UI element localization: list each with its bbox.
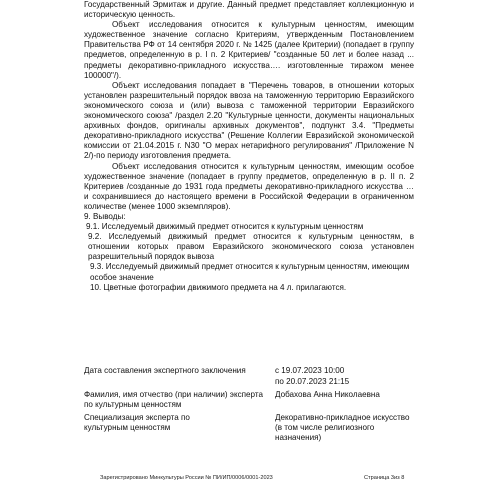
conclusion-item: 9.1. Исследуемый движимый предмет относится к культурным ценностям — [86, 222, 364, 232]
date-to: по 20.07.2023 21:15 — [275, 377, 350, 386]
conclusion-item: 9.3. Исследуемый движимый предмет относится к культурным ценностям, имеющим особое значение — [90, 262, 410, 282]
registration-footer: Зарегистрировано Минкультуры России № ПИ/ИП/0006/0001-2023 — [100, 475, 273, 481]
paragraph-artistic-value: Объект исследования относится к культурным ценностям, имеющим художественное значение согласно Критериям, утвержденным Постановлением Правительства РФ от 14 сентября 2020 г. № 1425 (далее Критерии) (попадает в группу предметов, определенную в р. I п. 2 Критериев/ "созданные 50 лет и более назад ... предметы декоративно-прикладного искусства…. изготовленные тиражом менее 100000"/). — [84, 20, 414, 80]
specialization-value: Декоративно-прикладное искусство (в том числе религиозного назначения) — [275, 413, 410, 443]
photos-note: 10. Цветные фотографии движимого предмета на 4 л. прилагаются. — [90, 282, 347, 292]
conclusion-item: 9.2. Исследуемый движимый предмет относится к культурным ценностям, в отношении которых правом Евразийского экономического союза установлен разрешительный порядок вывоза — [88, 232, 414, 262]
document-body — [84, 0, 414, 293]
date-from: с 19.07.2023 10:00 — [275, 366, 345, 375]
conclusions-heading: 9. Выводы: — [84, 211, 126, 221]
paragraph-customs-list: Объект исследования попадает в "Перечень товаров, в отношении которых установлен разрешительный порядок ввоза на таможенную территорию Евразийского экономического союза и (или) вывоза с таможенной территории Евразийского экономического союза" /раздел 2.20 "Культурные ценности, документы национальных архивных фондов, оригиналы архивных документов", подпункт 3.4. "Предметы декоративно-прикладного искусства" (Решение Коллегии Евразийской экономической комиссии от 21.04.2015 г. N30 "О мерах нетарифного регулирования" /Приложение N 2/)-по периоду изготовления предмета. — [84, 80, 414, 161]
date-label: Дата составления экспертного заключения — [84, 366, 246, 375]
paragraph-continuation: Государственный Эрмитаж и другие. Данный предмет представляет коллекционную и историческую ценность. — [84, 0, 414, 20]
paragraph-special-value: Объект исследования относится к культурным ценностям, имеющим особое художественное значение (попадает в группу предметов, определенную в р. II п. 2 Критериев /созданные до 1931 года предметы декоративно-прикладного искусства … и сохранившиеся до настоящего времени в Российской Федерации в ограниченном количестве (менее 1000 экземпляров). — [84, 161, 414, 211]
expert-name-label: Фамилия, имя отчество (при наличии) эксперта по культурным ценностям — [84, 390, 263, 410]
page-number: Страница 3из 8 — [364, 475, 405, 481]
expert-name: Добахова Анна Николаевна — [275, 390, 380, 399]
specialization-label: Специализация эксперта по культурным ценностям — [84, 413, 190, 433]
